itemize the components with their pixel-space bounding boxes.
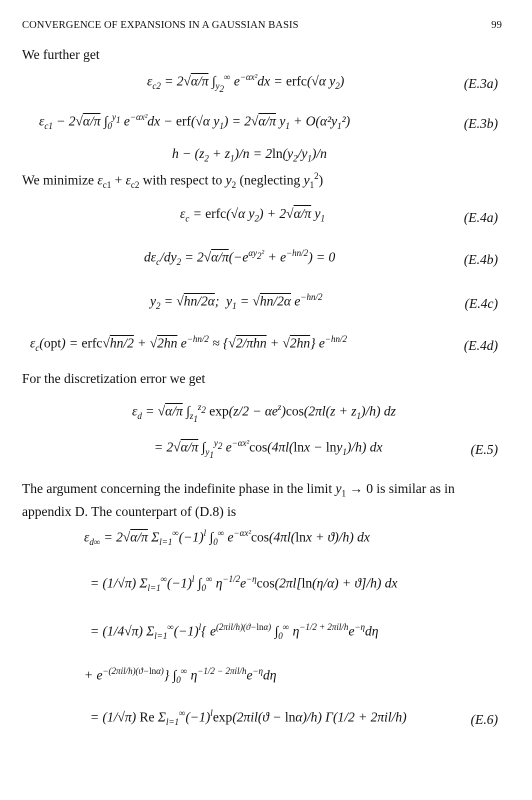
equation-body: $d\varepsilon_c/dy_2 = 2√\alpha/\pi(-e^{\alpha y_2^2} + e^{-hn/2}) = 0$ — [144, 248, 336, 268]
running-header — [22, 20, 502, 34]
equation-label: (E.5) — [470, 442, 498, 457]
equation-epsdinf-2 — [22, 566, 506, 600]
equation-e4b — [22, 242, 506, 274]
paragraph-intro: We further get — [22, 47, 100, 62]
equation-epsdinf-4 — [22, 660, 506, 692]
equation-body: $\varepsilon_c(opt)$ = erfc√hn/2 + √2hn $e^{-hn/2} \approx \{√2/\pi hn + √2hn\}$ $e^{-hn/2}$ — [30, 334, 347, 354]
equation-body: = (1/√π) Re $\Sigma_{l=1}^\infty(-1)^l\exp(2\pi il(ϑ - \ln\alpha)/h) \Gamma(1/2 + 2\pi il/h)$ — [90, 708, 407, 728]
paragraph-discretization: For the discretization error we get — [22, 371, 206, 386]
equation-body: $\varepsilon_{c2} = 2√\alpha/\pi$ $\int_{y_2}^\infty$ $e^{-\alpha x^2}dx$ = erfc(√α $y_2$) — [147, 72, 345, 94]
equation-e3a — [22, 66, 506, 100]
equation-body: $\varepsilon_{c1} - 2√\alpha/\pi$ $\int_0^{y_1}$ $e^{-\alpha x^2}dx - erf(√\alpha$ $y_1) = 2√\alpha/\pi$ $y_1 + O(\alpha^2y_1^2)$ — [39, 112, 351, 132]
running-title: CONVERGENCE OF EXPANSIONS IN A GAUSSIAN BASIS — [22, 20, 299, 31]
equation-h — [22, 146, 506, 166]
equation-epsd — [22, 394, 506, 428]
equation-body: = 2√α/π $\int_{y_1}^{y_2}$ $e^{-\alpha x^2}\cos(4\pi l(\ln x - \ln y_1)/h)$ dx — [154, 438, 383, 460]
equation-e6 — [22, 700, 506, 736]
paragraph-argument: The argument concerning the indefinite phase in the limit $y_1 \to 0$ is similar as in appendix D. The counterpart of (D.8) is — [22, 481, 455, 519]
equation-label: (E.4c) — [464, 296, 498, 311]
equation-e4c — [22, 286, 506, 316]
equation-epsdinf-3 — [22, 614, 506, 650]
page-number: 99 — [491, 20, 502, 31]
equation-body: $y_2 = √hn/2\alpha$; $y_1 = √hn/2\alpha$ $e^{-hn/2}$ — [150, 292, 323, 312]
equation-body: + $e^{-(2\pi il/h)(ϑ-ln\alpha)}$} $\int_0^\infty$ $\eta^{-1/2 - 2\pi il/h}e^{-\eta}d\eta$ — [84, 666, 277, 686]
equation-label: (E.4d) — [463, 338, 498, 353]
equation-label: (E.3b) — [463, 116, 498, 131]
equation-label: (E.4a) — [463, 210, 498, 225]
equation-label: (E.6) — [470, 712, 498, 727]
equation-body: $h - (z_2 + z_1)/n = 2\ln(y_2/y_1)/n$ — [172, 146, 327, 164]
equation-body: = (1/√π) $\Sigma_{l=1}^\infty(-1)^l$ $\int_0^\infty$ $\eta^{-1/2}e^{-\eta}\cos(2\pi l[\ln(\eta/\alpha) + ϑ]/h)$ dx — [90, 574, 398, 594]
equation-body: $\varepsilon_{d\infty} = 2√\alpha/\pi$ $\Sigma_{l=1}^\infty(-1)^l$ $\int_0^\infty$ $e^{-\alpha x^2}\cos(4\pi l(\ln x + ϑ)/h)$ dx — [84, 528, 370, 548]
equation-label: (E.4b) — [463, 252, 498, 267]
equation-body: = (1/4√π) $\Sigma_{l=1}^\infty(-1)^l${ $e^{(2\pi il/h)(ϑ-ln\alpha)}$ $\int_0^\infty$ $\eta^{-1/2 + 2\pi il/h}e^{-\eta}d\eta$ — [90, 622, 379, 642]
paragraph-minimize: We minimize $\varepsilon_{c1} + \varepsilon_{c2}$ with respect to $y_2$ (neglecting $y_1^2$) — [22, 171, 324, 191]
equation-label: (E.3a) — [463, 76, 498, 91]
equation-e4a — [22, 200, 506, 230]
equation-e5 — [22, 430, 506, 464]
equation-epsdinf-1 — [22, 520, 506, 554]
equation-body: $\varepsilon_d = √\alpha/\pi$ $\int_{z_1}^{z_2}$ $\exp(z/2 - \alpha e^z)\cos(2\pi l(z + z_1)/h)$ dz — [132, 402, 396, 424]
equation-e4d — [22, 326, 506, 360]
equation-e3b — [22, 104, 506, 140]
equation-body: $\varepsilon_c$ = erfc(√α $y_2) + 2√\alpha/\pi$ $y_1$ — [180, 206, 326, 224]
